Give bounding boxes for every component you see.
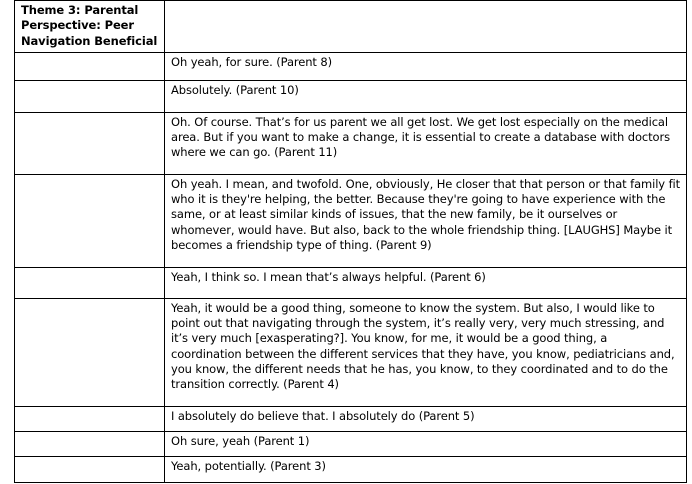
quote-cell: Oh sure, yeah (Parent 1) (165, 431, 687, 456)
quote-cell: Oh yeah, for sure. (Parent 8) (165, 52, 687, 80)
theme-cell (15, 52, 165, 80)
theme-cell (15, 112, 165, 174)
theme-cell (15, 431, 165, 456)
table-row (15, 52, 687, 80)
table-row (15, 431, 687, 456)
quote-cell: Yeah, it would be a good thing, someone to know the system. But also, I would like to point out that navigating through the system, it’s really very, very much stressing, and it’s very much [exasperating?]. You know, for me, it would be a good thing, a coordination between the different services that they have, you know, pediatricians and, you know, the different needs that he has, you know, to they coordinated and to do the transition correctly. (Parent 4) (165, 298, 687, 406)
quotes-table (14, 0, 687, 483)
theme-cell (15, 174, 165, 267)
empty-cell (165, 1, 687, 53)
table-header-row (15, 1, 687, 53)
quote-cell: Oh. Of course. That’s for us parent we all get lost. We get lost especially on the medical area. But if you want to make a change, it is essential to create a database with doctors where we can go. (Parent 11) (165, 112, 687, 174)
quote-cell: Yeah, I think so. I mean that’s always helpful. (Parent 6) (165, 267, 687, 298)
theme-cell (15, 406, 165, 431)
table-row (15, 406, 687, 431)
table-row (15, 80, 687, 112)
quote-cell: I absolutely do believe that. I absolutely do (Parent 5) (165, 406, 687, 431)
theme-cell (15, 80, 165, 112)
table-row (15, 267, 687, 298)
theme-cell (15, 298, 165, 406)
theme-cell (15, 267, 165, 298)
theme-heading: Theme 3: Parental Perspective: Peer Navigation Beneficial (15, 1, 165, 53)
table-row (15, 112, 687, 174)
quote-cell: Yeah, potentially. (Parent 3) (165, 456, 687, 482)
table-row (15, 456, 687, 482)
quote-cell: Oh yeah. I mean, and twofold. One, obviously, He closer that that person or that family fit who it is they're helping, the better. Because they're going to have experience with the same, or at least similar kinds of issues, that the new family, be it ourselves or whomever, would have. But also, back to the whole friendship thing. [LAUGHS] Maybe it becomes a friendship type of thing. (Parent 9) (165, 174, 687, 267)
quote-cell: Absolutely. (Parent 10) (165, 80, 687, 112)
table-row (15, 174, 687, 267)
table-row (15, 298, 687, 406)
theme-cell (15, 456, 165, 482)
